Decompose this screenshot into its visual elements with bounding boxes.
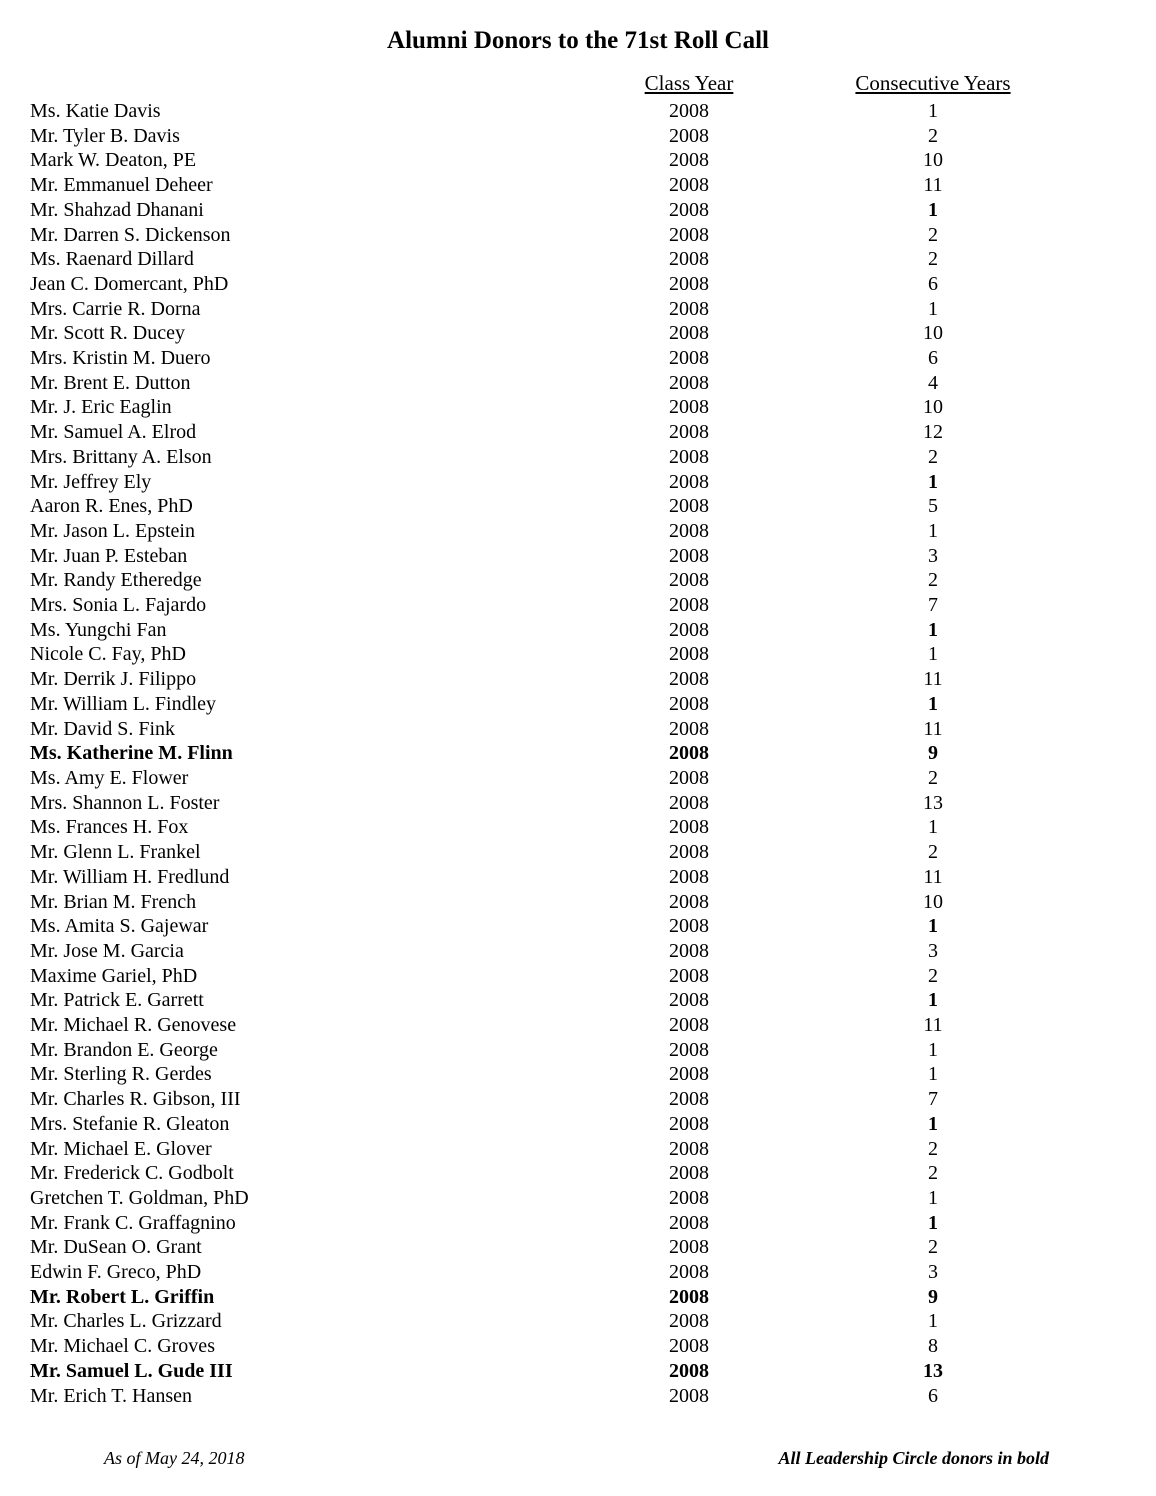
donor-row — [0, 198, 1156, 223]
donor-class-year: 2008 — [669, 124, 709, 147]
donor-name: Mrs. Stefanie R. Gleaton — [30, 1112, 230, 1135]
donor-consecutive-years: 13 — [923, 791, 943, 814]
donor-class-year: 2008 — [669, 1014, 709, 1037]
donor-row — [0, 1013, 1156, 1038]
donor-class-year: 2008 — [669, 174, 709, 197]
donor-class-year: 2008 — [669, 100, 709, 122]
donor-list — [0, 99, 1156, 1408]
donor-name: Mr. Patrick E. Garrett — [30, 989, 204, 1012]
donor-consecutive-years: 10 — [923, 149, 943, 172]
donor-row — [0, 766, 1156, 791]
donor-class-year: 2008 — [669, 692, 709, 715]
donor-class-year: 2008 — [669, 519, 709, 542]
donor-row — [0, 1260, 1156, 1285]
donor-name: Mrs. Brittany A. Elson — [30, 445, 212, 468]
donor-name: Mr. Charles R. Gibson, III — [30, 1088, 241, 1111]
donor-consecutive-years: 1 — [928, 618, 938, 641]
donor-consecutive-years: 2 — [928, 766, 938, 789]
donor-consecutive-years: 9 — [928, 1285, 938, 1308]
donor-name: Mr. Shahzad Dhanani — [30, 198, 204, 221]
donor-name: Mr. Frederick C. Godbolt — [30, 1162, 234, 1185]
donor-row — [0, 223, 1156, 248]
donor-row — [0, 1186, 1156, 1211]
donor-class-year: 2008 — [669, 742, 709, 765]
donor-name: Mr. Randy Etheredge — [30, 569, 202, 592]
donor-name: Mr. Darren S. Dickenson — [30, 223, 231, 246]
donor-name: Mr. Glenn L. Frankel — [30, 841, 201, 864]
donor-class-year: 2008 — [669, 939, 709, 962]
donor-consecutive-years: 10 — [923, 890, 943, 913]
donor-row — [0, 988, 1156, 1013]
donor-consecutive-years: 1 — [928, 519, 938, 542]
donor-class-year: 2008 — [669, 1162, 709, 1185]
donor-class-year: 2008 — [669, 396, 709, 419]
donor-row — [0, 1285, 1156, 1310]
donor-row — [0, 346, 1156, 371]
donor-row — [0, 494, 1156, 519]
donor-name: Gretchen T. Goldman, PhD — [30, 1186, 249, 1209]
footer-note: All Leadership Circle donors in bold — [778, 1448, 1049, 1468]
donor-name: Mrs. Kristin M. Duero — [30, 347, 211, 370]
donor-consecutive-years: 2 — [928, 569, 938, 592]
donor-consecutive-years: 1 — [928, 1211, 938, 1234]
donor-consecutive-years: 1 — [928, 1038, 938, 1061]
donor-name: Mr. Charles L. Grizzard — [30, 1310, 222, 1333]
donor-name: Mr. Frank C. Graffagnino — [30, 1211, 236, 1234]
donor-name: Ms. Katie Davis — [30, 100, 161, 122]
donor-row — [0, 1062, 1156, 1087]
donor-consecutive-years: 2 — [928, 445, 938, 468]
donor-name: Ms. Raenard Dillard — [30, 248, 194, 271]
donor-class-year: 2008 — [669, 594, 709, 617]
donor-row — [0, 1309, 1156, 1334]
donor-class-year: 2008 — [669, 1310, 709, 1333]
donor-consecutive-years: 2 — [928, 964, 938, 987]
donor-class-year: 2008 — [669, 1186, 709, 1209]
donor-consecutive-years: 4 — [928, 371, 938, 394]
donor-consecutive-years: 11 — [923, 1014, 943, 1037]
donor-consecutive-years: 1 — [928, 989, 938, 1012]
donor-row — [0, 618, 1156, 643]
donor-row — [0, 717, 1156, 742]
donor-row — [0, 148, 1156, 173]
donor-class-year: 2008 — [669, 149, 709, 172]
column-header-consecutive-years: Consecutive Years — [855, 71, 1011, 95]
donor-name: Mark W. Deaton, PE — [30, 149, 197, 172]
donor-name: Mr. William H. Fredlund — [30, 865, 230, 888]
donor-name: Mr. Juan P. Esteban — [30, 544, 188, 567]
donor-name: Mr. Brandon E. George — [30, 1038, 218, 1061]
donor-consecutive-years: 11 — [923, 174, 943, 197]
donor-class-year: 2008 — [669, 445, 709, 468]
donor-class-year: 2008 — [669, 1088, 709, 1111]
donor-row — [0, 173, 1156, 198]
donor-class-year: 2008 — [669, 890, 709, 913]
donor-name: Maxime Gariel, PhD — [30, 964, 198, 987]
donor-consecutive-years: 1 — [928, 470, 938, 493]
donor-class-year: 2008 — [669, 717, 709, 740]
donor-row — [0, 247, 1156, 272]
donor-row — [0, 1137, 1156, 1162]
donor-name: Mr. David S. Fink — [30, 717, 176, 740]
donor-row — [0, 593, 1156, 618]
donor-name: Mr. Sterling R. Gerdes — [30, 1063, 212, 1086]
donor-consecutive-years: 3 — [928, 544, 938, 567]
donor-name: Mrs. Shannon L. Foster — [30, 791, 220, 814]
donor-consecutive-years: 1 — [928, 816, 938, 839]
donor-class-year: 2008 — [669, 544, 709, 567]
donor-class-year: 2008 — [669, 248, 709, 271]
donor-name: Mr. Erich T. Hansen — [30, 1384, 193, 1407]
donor-row — [0, 667, 1156, 692]
donor-class-year: 2008 — [669, 643, 709, 666]
donor-name: Jean C. Domercant, PhD — [30, 272, 229, 295]
donor-class-year: 2008 — [669, 865, 709, 888]
donor-name: Mr. DuSean O. Grant — [30, 1236, 202, 1259]
donor-class-year: 2008 — [669, 421, 709, 444]
donor-class-year: 2008 — [669, 272, 709, 295]
footer-date: As of May 24, 2018 — [104, 1448, 245, 1468]
donor-row — [0, 939, 1156, 964]
donor-class-year: 2008 — [669, 322, 709, 345]
donor-name: Mr. Michael E. Glover — [30, 1137, 212, 1160]
donor-consecutive-years: 2 — [928, 841, 938, 864]
donor-consecutive-years: 1 — [928, 692, 938, 715]
donor-row — [0, 1087, 1156, 1112]
donor-class-year: 2008 — [669, 1335, 709, 1358]
donor-class-year: 2008 — [669, 470, 709, 493]
donor-row — [0, 519, 1156, 544]
donor-name: Mr. Brent E. Dutton — [30, 371, 191, 394]
donor-row — [0, 297, 1156, 322]
donor-name: Nicole C. Fay, PhD — [30, 643, 186, 666]
donor-class-year: 2008 — [669, 297, 709, 320]
donor-class-year: 2008 — [669, 964, 709, 987]
donor-row — [0, 1112, 1156, 1137]
donor-row — [0, 124, 1156, 149]
donor-class-year: 2008 — [669, 1063, 709, 1086]
donor-class-year: 2008 — [669, 989, 709, 1012]
donor-consecutive-years: 12 — [923, 421, 943, 444]
donor-consecutive-years: 6 — [928, 347, 938, 370]
donor-class-year: 2008 — [669, 816, 709, 839]
donor-consecutive-years: 1 — [928, 1063, 938, 1086]
donor-name: Mr. Jeffrey Ely — [30, 470, 152, 493]
donor-name: Mr. Brian M. French — [30, 890, 197, 913]
donor-consecutive-years: 2 — [928, 1137, 938, 1160]
donor-row — [0, 568, 1156, 593]
donor-row — [0, 371, 1156, 396]
donor-name: Mr. Tyler B. Davis — [30, 124, 180, 147]
donor-row — [0, 395, 1156, 420]
donor-class-year: 2008 — [669, 347, 709, 370]
donor-consecutive-years: 11 — [923, 865, 943, 888]
donor-class-year: 2008 — [669, 1211, 709, 1234]
donor-name: Mr. Derrik J. Filippo — [30, 668, 197, 691]
donor-name: Edwin F. Greco, PhD — [30, 1261, 202, 1284]
donor-row — [0, 1038, 1156, 1063]
donor-row — [0, 445, 1156, 470]
page-title: Alumni Donors to the 71st Roll Call — [387, 27, 769, 54]
donor-class-year: 2008 — [669, 198, 709, 221]
donor-row — [0, 914, 1156, 939]
donor-consecutive-years: 11 — [923, 668, 943, 691]
donor-name: Mr. Emmanuel Deheer — [30, 174, 213, 197]
donor-consecutive-years: 1 — [928, 1112, 938, 1135]
donor-row — [0, 1359, 1156, 1384]
donor-name: Mr. Jose M. Garcia — [30, 939, 184, 962]
donor-name: Ms. Katherine M. Flinn — [30, 742, 233, 765]
donor-row — [0, 865, 1156, 890]
donor-name: Aaron R. Enes, PhD — [30, 495, 193, 518]
donor-consecutive-years: 1 — [928, 1310, 938, 1333]
donor-consecutive-years: 1 — [928, 915, 938, 938]
donor-row — [0, 890, 1156, 915]
donor-row — [0, 99, 1156, 124]
donor-consecutive-years: 2 — [928, 1162, 938, 1185]
donor-row — [0, 544, 1156, 569]
donor-row — [0, 1235, 1156, 1260]
donor-name: Mr. J. Eric Eaglin — [30, 396, 172, 419]
donor-consecutive-years: 10 — [923, 396, 943, 419]
donor-row — [0, 791, 1156, 816]
donor-class-year: 2008 — [669, 791, 709, 814]
donor-row — [0, 321, 1156, 346]
donor-consecutive-years: 13 — [923, 1359, 943, 1382]
donor-name: Mr. Michael R. Genovese — [30, 1014, 237, 1037]
donor-row — [0, 692, 1156, 717]
donor-consecutive-years: 9 — [928, 742, 938, 765]
donor-class-year: 2008 — [669, 1236, 709, 1259]
donor-class-year: 2008 — [669, 766, 709, 789]
donor-class-year: 2008 — [669, 1261, 709, 1284]
donor-consecutive-years: 1 — [928, 1186, 938, 1209]
donor-row — [0, 470, 1156, 495]
donor-consecutive-years: 8 — [928, 1335, 938, 1358]
donor-class-year: 2008 — [669, 1285, 709, 1308]
donor-class-year: 2008 — [669, 1038, 709, 1061]
donor-consecutive-years: 6 — [928, 272, 938, 295]
donor-consecutive-years: 2 — [928, 248, 938, 271]
donor-class-year: 2008 — [669, 569, 709, 592]
donor-class-year: 2008 — [669, 1384, 709, 1407]
donor-consecutive-years: 1 — [928, 100, 938, 122]
donor-consecutive-years: 1 — [928, 198, 938, 221]
donor-class-year: 2008 — [669, 1359, 709, 1382]
donor-consecutive-years: 3 — [928, 939, 938, 962]
donor-consecutive-years: 5 — [928, 495, 938, 518]
donor-name: Mrs. Carrie R. Dorna — [30, 297, 201, 320]
donor-consecutive-years: 2 — [928, 1236, 938, 1259]
donor-row — [0, 272, 1156, 297]
donor-name: Mr. Samuel A. Elrod — [30, 421, 197, 444]
donor-class-year: 2008 — [669, 371, 709, 394]
donor-row — [0, 642, 1156, 667]
donor-consecutive-years: 10 — [923, 322, 943, 345]
donor-name: Ms. Yungchi Fan — [30, 618, 167, 641]
donor-consecutive-years: 2 — [928, 223, 938, 246]
donor-name: Ms. Frances H. Fox — [30, 816, 189, 839]
donor-consecutive-years: 11 — [923, 717, 943, 740]
donor-name: Mr. Scott R. Ducey — [30, 322, 185, 345]
donor-row — [0, 815, 1156, 840]
donor-name: Ms. Amita S. Gajewar — [30, 915, 209, 938]
donor-consecutive-years: 1 — [928, 297, 938, 320]
donor-row — [0, 420, 1156, 445]
donor-consecutive-years: 6 — [928, 1384, 938, 1407]
column-header-class-year: Class Year — [644, 71, 734, 95]
donor-class-year: 2008 — [669, 223, 709, 246]
donor-class-year: 2008 — [669, 495, 709, 518]
donor-consecutive-years: 2 — [928, 124, 938, 147]
donor-name: Ms. Amy E. Flower — [30, 766, 189, 789]
donor-consecutive-years: 3 — [928, 1261, 938, 1284]
donor-consecutive-years: 7 — [928, 1088, 938, 1111]
donor-name: Mr. William L. Findley — [30, 692, 217, 715]
donor-consecutive-years: 1 — [928, 643, 938, 666]
donor-name: Mr. Samuel L. Gude III — [30, 1359, 233, 1382]
donor-row — [0, 964, 1156, 989]
donor-row — [0, 741, 1156, 766]
donor-row — [0, 840, 1156, 865]
donor-row — [0, 1161, 1156, 1186]
donor-class-year: 2008 — [669, 1137, 709, 1160]
donor-row — [0, 1384, 1156, 1409]
column-header-row — [0, 70, 1156, 96]
donor-class-year: 2008 — [669, 668, 709, 691]
donor-class-year: 2008 — [669, 618, 709, 641]
donor-class-year: 2008 — [669, 915, 709, 938]
donor-name: Mr. Robert L. Griffin — [30, 1285, 215, 1308]
donor-name: Mr. Michael C. Groves — [30, 1335, 215, 1358]
donor-name: Mr. Jason L. Epstein — [30, 519, 195, 542]
donor-class-year: 2008 — [669, 1112, 709, 1135]
donor-name: Mrs. Sonia L. Fajardo — [30, 594, 207, 617]
donor-consecutive-years: 7 — [928, 594, 938, 617]
donor-row — [0, 1334, 1156, 1359]
donor-class-year: 2008 — [669, 841, 709, 864]
donor-row — [0, 1211, 1156, 1236]
